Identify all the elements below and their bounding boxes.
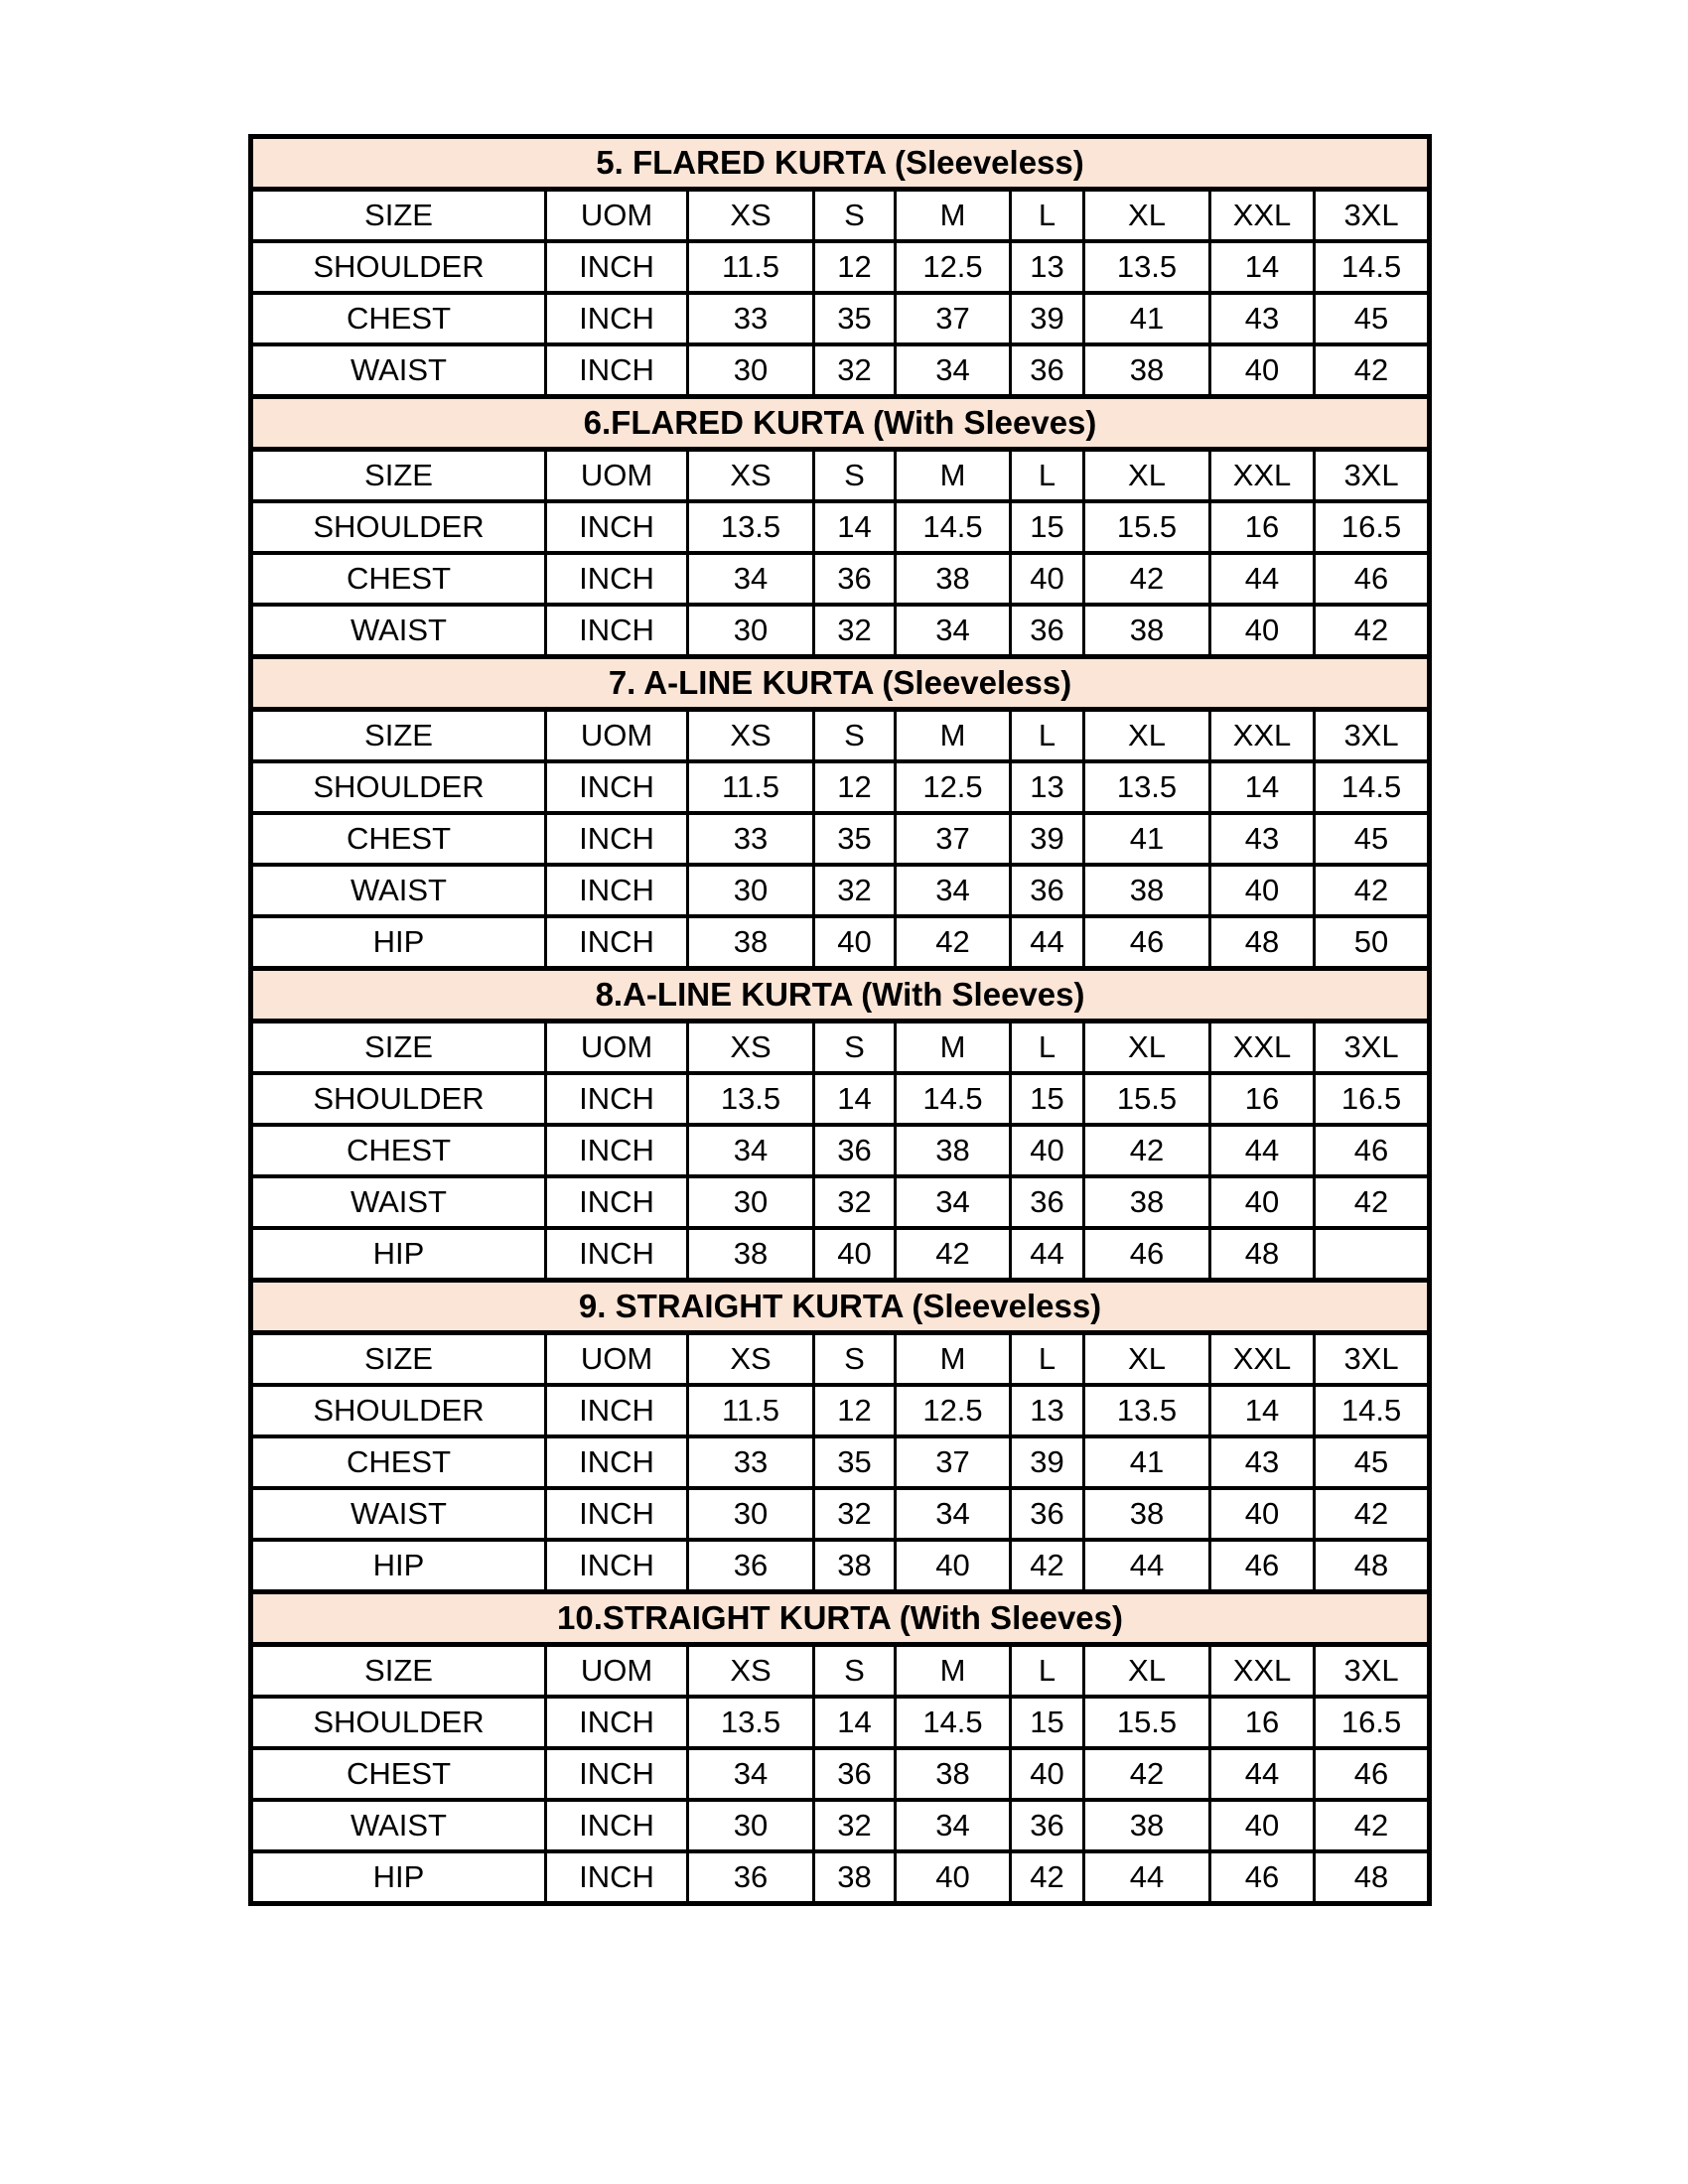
- section-title: 10.STRAIGHT KURTA (With Sleeves): [251, 1592, 1430, 1645]
- column-header: XL: [1084, 190, 1210, 242]
- row-uom: INCH: [546, 605, 688, 657]
- column-header: M: [896, 710, 1011, 762]
- measurement-value: 40: [1011, 1748, 1084, 1800]
- measurement-value: 13.5: [1084, 241, 1210, 293]
- column-header: XL: [1084, 1333, 1210, 1386]
- column-header: UOM: [546, 1022, 688, 1074]
- measurement-value: 11.5: [688, 1385, 814, 1436]
- measurement-value: 16.5: [1315, 1697, 1430, 1748]
- section-title: 9. STRAIGHT KURTA (Sleeveless): [251, 1281, 1430, 1333]
- row-label: SHOULDER: [251, 1697, 546, 1748]
- column-header: SIZE: [251, 1333, 546, 1386]
- size-header-row: [251, 1022, 1430, 1074]
- measurement-row: [251, 1176, 1430, 1228]
- column-header: L: [1011, 1022, 1084, 1074]
- column-header: S: [814, 1022, 896, 1074]
- measurement-value: 35: [814, 293, 896, 344]
- measurement-value: 15: [1011, 1073, 1084, 1125]
- measurement-value: 34: [896, 344, 1011, 397]
- measurement-value: 32: [814, 865, 896, 916]
- measurement-value: 13.5: [1084, 1385, 1210, 1436]
- measurement-value: 34: [688, 1748, 814, 1800]
- measurement-value: 32: [814, 1488, 896, 1540]
- measurement-value: 36: [1011, 1488, 1084, 1540]
- measurement-value: 13.5: [688, 501, 814, 553]
- measurement-value: 14.5: [896, 1073, 1011, 1125]
- column-header: UOM: [546, 190, 688, 242]
- column-header: S: [814, 710, 896, 762]
- measurement-value: 46: [1315, 553, 1430, 605]
- measurement-value: 45: [1315, 293, 1430, 344]
- column-header: S: [814, 1333, 896, 1386]
- measurement-value: 38: [1084, 1488, 1210, 1540]
- measurement-value: 38: [1084, 865, 1210, 916]
- column-header: XL: [1084, 1022, 1210, 1074]
- measurement-value: 46: [1210, 1540, 1315, 1592]
- measurement-row: [251, 1436, 1430, 1488]
- measurement-value: 42: [896, 1228, 1011, 1281]
- column-header: S: [814, 450, 896, 502]
- size-chart-body: [251, 137, 1430, 1904]
- measurement-value: 38: [814, 1851, 896, 1904]
- measurement-value: 12.5: [896, 761, 1011, 813]
- measurement-value: 37: [896, 813, 1011, 865]
- measurement-value: 33: [688, 293, 814, 344]
- measurement-value: 44: [1084, 1851, 1210, 1904]
- measurement-value: [1315, 1228, 1430, 1281]
- row-uom: INCH: [546, 501, 688, 553]
- measurement-value: 14.5: [1315, 241, 1430, 293]
- measurement-value: 38: [896, 553, 1011, 605]
- measurement-value: 45: [1315, 813, 1430, 865]
- column-header: 3XL: [1315, 1022, 1430, 1074]
- measurement-value: 14.5: [1315, 1385, 1430, 1436]
- measurement-value: 32: [814, 605, 896, 657]
- measurement-value: 48: [1315, 1540, 1430, 1592]
- measurement-value: 48: [1315, 1851, 1430, 1904]
- measurement-value: 15.5: [1084, 501, 1210, 553]
- measurement-value: 14.5: [896, 1697, 1011, 1748]
- column-header: XS: [688, 710, 814, 762]
- column-header: UOM: [546, 450, 688, 502]
- measurement-value: 42: [1084, 1125, 1210, 1176]
- measurement-value: 44: [1210, 1748, 1315, 1800]
- row-label: SHOULDER: [251, 761, 546, 813]
- measurement-value: 42: [1315, 1176, 1430, 1228]
- measurement-row: [251, 241, 1430, 293]
- row-label: CHEST: [251, 813, 546, 865]
- measurement-value: 40: [1210, 605, 1315, 657]
- column-header: L: [1011, 450, 1084, 502]
- measurement-value: 42: [1315, 1800, 1430, 1851]
- measurement-value: 16.5: [1315, 1073, 1430, 1125]
- row-label: WAIST: [251, 1488, 546, 1540]
- measurement-row: [251, 553, 1430, 605]
- column-header: SIZE: [251, 1022, 546, 1074]
- measurement-value: 38: [688, 1228, 814, 1281]
- row-uom: INCH: [546, 1748, 688, 1800]
- measurement-value: 15: [1011, 1697, 1084, 1748]
- column-header: XXL: [1210, 190, 1315, 242]
- measurement-value: 36: [1011, 865, 1084, 916]
- row-uom: INCH: [546, 1851, 688, 1904]
- row-uom: INCH: [546, 1436, 688, 1488]
- row-uom: INCH: [546, 553, 688, 605]
- measurement-value: 36: [814, 1125, 896, 1176]
- column-header: 3XL: [1315, 1333, 1430, 1386]
- row-uom: INCH: [546, 865, 688, 916]
- row-uom: INCH: [546, 1228, 688, 1281]
- row-label: HIP: [251, 1540, 546, 1592]
- measurement-value: 42: [1011, 1851, 1084, 1904]
- row-uom: INCH: [546, 813, 688, 865]
- measurement-row: [251, 501, 1430, 553]
- measurement-row: [251, 1488, 1430, 1540]
- measurement-value: 15.5: [1084, 1697, 1210, 1748]
- row-label: HIP: [251, 1228, 546, 1281]
- measurement-value: 30: [688, 1488, 814, 1540]
- column-header: SIZE: [251, 710, 546, 762]
- column-header: SIZE: [251, 190, 546, 242]
- measurement-value: 14.5: [896, 501, 1011, 553]
- column-header: XS: [688, 1022, 814, 1074]
- measurement-value: 14: [814, 501, 896, 553]
- row-uom: INCH: [546, 1697, 688, 1748]
- measurement-value: 38: [1084, 1800, 1210, 1851]
- measurement-value: 13.5: [688, 1697, 814, 1748]
- section-title: 8.A-LINE KURTA (With Sleeves): [251, 969, 1430, 1022]
- measurement-row: [251, 916, 1430, 969]
- row-uom: INCH: [546, 916, 688, 969]
- column-header: XXL: [1210, 1022, 1315, 1074]
- row-uom: INCH: [546, 1125, 688, 1176]
- measurement-value: 43: [1210, 1436, 1315, 1488]
- section-title: 6.FLARED KURTA (With Sleeves): [251, 397, 1430, 450]
- measurement-value: 41: [1084, 1436, 1210, 1488]
- measurement-value: 30: [688, 1800, 814, 1851]
- measurement-value: 12.5: [896, 241, 1011, 293]
- measurement-value: 33: [688, 813, 814, 865]
- measurement-value: 42: [896, 916, 1011, 969]
- column-header: XXL: [1210, 450, 1315, 502]
- row-label: CHEST: [251, 1748, 546, 1800]
- measurement-value: 34: [896, 605, 1011, 657]
- measurement-row: [251, 761, 1430, 813]
- column-header: S: [814, 1645, 896, 1698]
- column-header: L: [1011, 1333, 1084, 1386]
- size-header-row: [251, 190, 1430, 242]
- section-title-row: [251, 137, 1430, 190]
- measurement-value: 34: [896, 1800, 1011, 1851]
- measurement-value: 33: [688, 1436, 814, 1488]
- column-header: XXL: [1210, 1645, 1315, 1698]
- measurement-value: 34: [896, 865, 1011, 916]
- measurement-value: 30: [688, 1176, 814, 1228]
- measurement-value: 14: [1210, 1385, 1315, 1436]
- row-label: WAIST: [251, 344, 546, 397]
- row-label: SHOULDER: [251, 1385, 546, 1436]
- measurement-value: 14: [1210, 761, 1315, 813]
- measurement-value: 14: [1210, 241, 1315, 293]
- measurement-value: 12.5: [896, 1385, 1011, 1436]
- column-header: XL: [1084, 710, 1210, 762]
- measurement-value: 34: [688, 553, 814, 605]
- column-header: XS: [688, 1645, 814, 1698]
- measurement-value: 30: [688, 344, 814, 397]
- measurement-value: 45: [1315, 1436, 1430, 1488]
- column-header: 3XL: [1315, 1645, 1430, 1698]
- measurement-value: 14.5: [1315, 761, 1430, 813]
- column-header: L: [1011, 190, 1084, 242]
- measurement-row: [251, 813, 1430, 865]
- column-header: M: [896, 1022, 1011, 1074]
- measurement-value: 35: [814, 1436, 896, 1488]
- column-header: XS: [688, 450, 814, 502]
- measurement-value: 42: [1315, 605, 1430, 657]
- measurement-row: [251, 1540, 1430, 1592]
- measurement-value: 41: [1084, 813, 1210, 865]
- column-header: M: [896, 1645, 1011, 1698]
- section-title: 5. FLARED KURTA (Sleeveless): [251, 137, 1430, 190]
- measurement-value: 13: [1011, 761, 1084, 813]
- measurement-value: 44: [1210, 553, 1315, 605]
- row-uom: INCH: [546, 1385, 688, 1436]
- measurement-value: 46: [1315, 1748, 1430, 1800]
- measurement-row: [251, 1800, 1430, 1851]
- measurement-row: [251, 1125, 1430, 1176]
- column-header: XS: [688, 190, 814, 242]
- measurement-value: 38: [1084, 344, 1210, 397]
- measurement-row: [251, 1748, 1430, 1800]
- row-uom: INCH: [546, 293, 688, 344]
- column-header: L: [1011, 1645, 1084, 1698]
- measurement-value: 30: [688, 605, 814, 657]
- measurement-value: 36: [1011, 1800, 1084, 1851]
- measurement-value: 36: [688, 1851, 814, 1904]
- measurement-value: 43: [1210, 813, 1315, 865]
- measurement-value: 15: [1011, 501, 1084, 553]
- column-header: M: [896, 190, 1011, 242]
- row-uom: INCH: [546, 241, 688, 293]
- measurement-value: 40: [814, 1228, 896, 1281]
- measurement-value: 14: [814, 1697, 896, 1748]
- measurement-row: [251, 605, 1430, 657]
- row-label: WAIST: [251, 605, 546, 657]
- column-header: SIZE: [251, 450, 546, 502]
- column-header: XL: [1084, 1645, 1210, 1698]
- measurement-value: 40: [1011, 1125, 1084, 1176]
- measurement-value: 12: [814, 1385, 896, 1436]
- row-uom: INCH: [546, 1540, 688, 1592]
- column-header: UOM: [546, 710, 688, 762]
- column-header: XL: [1084, 450, 1210, 502]
- section-title-row: [251, 1592, 1430, 1645]
- measurement-value: 44: [1210, 1125, 1315, 1176]
- column-header: UOM: [546, 1333, 688, 1386]
- measurement-value: 42: [1315, 344, 1430, 397]
- measurement-value: 42: [1084, 1748, 1210, 1800]
- measurement-value: 16: [1210, 1073, 1315, 1125]
- row-label: CHEST: [251, 553, 546, 605]
- measurement-value: 40: [1210, 1176, 1315, 1228]
- row-label: SHOULDER: [251, 1073, 546, 1125]
- size-header-row: [251, 710, 1430, 762]
- row-label: HIP: [251, 916, 546, 969]
- measurement-value: 37: [896, 1436, 1011, 1488]
- measurement-value: 11.5: [688, 241, 814, 293]
- measurement-value: 32: [814, 1176, 896, 1228]
- column-header: 3XL: [1315, 450, 1430, 502]
- column-header: S: [814, 190, 896, 242]
- measurement-value: 42: [1011, 1540, 1084, 1592]
- measurement-value: 34: [896, 1488, 1011, 1540]
- column-header: 3XL: [1315, 710, 1430, 762]
- column-header: M: [896, 1333, 1011, 1386]
- measurement-row: [251, 1697, 1430, 1748]
- column-header: 3XL: [1315, 190, 1430, 242]
- section-title-row: [251, 397, 1430, 450]
- measurement-value: 13: [1011, 1385, 1084, 1436]
- section-title: 7. A-LINE KURTA (Sleeveless): [251, 657, 1430, 710]
- column-header: XXL: [1210, 710, 1315, 762]
- measurement-value: 37: [896, 293, 1011, 344]
- measurement-value: 36: [1011, 344, 1084, 397]
- row-label: WAIST: [251, 1800, 546, 1851]
- measurement-value: 44: [1011, 916, 1084, 969]
- row-label: HIP: [251, 1851, 546, 1904]
- row-label: CHEST: [251, 1436, 546, 1488]
- measurement-row: [251, 1228, 1430, 1281]
- size-header-row: [251, 450, 1430, 502]
- measurement-value: 42: [1315, 1488, 1430, 1540]
- column-header: SIZE: [251, 1645, 546, 1698]
- measurement-value: 13.5: [688, 1073, 814, 1125]
- measurement-value: 16.5: [1315, 501, 1430, 553]
- measurement-value: 11.5: [688, 761, 814, 813]
- measurement-value: 30: [688, 865, 814, 916]
- row-label: SHOULDER: [251, 241, 546, 293]
- section-title-row: [251, 657, 1430, 710]
- measurement-value: 15.5: [1084, 1073, 1210, 1125]
- row-uom: INCH: [546, 1488, 688, 1540]
- measurement-row: [251, 1851, 1430, 1904]
- measurement-value: 14: [814, 1073, 896, 1125]
- measurement-value: 38: [1084, 1176, 1210, 1228]
- row-label: SHOULDER: [251, 501, 546, 553]
- size-header-row: [251, 1645, 1430, 1698]
- row-uom: INCH: [546, 1800, 688, 1851]
- size-header-row: [251, 1333, 1430, 1386]
- measurement-value: 40: [1011, 553, 1084, 605]
- measurement-value: 44: [1084, 1540, 1210, 1592]
- measurement-value: 40: [896, 1540, 1011, 1592]
- measurement-value: 40: [1210, 1800, 1315, 1851]
- measurement-value: 48: [1210, 1228, 1315, 1281]
- measurement-value: 36: [688, 1540, 814, 1592]
- row-uom: INCH: [546, 761, 688, 813]
- row-uom: INCH: [546, 1176, 688, 1228]
- measurement-value: 12: [814, 761, 896, 813]
- measurement-value: 46: [1315, 1125, 1430, 1176]
- measurement-row: [251, 1073, 1430, 1125]
- measurement-value: 36: [814, 553, 896, 605]
- column-header: XXL: [1210, 1333, 1315, 1386]
- measurement-value: 42: [1084, 553, 1210, 605]
- row-label: CHEST: [251, 1125, 546, 1176]
- column-header: L: [1011, 710, 1084, 762]
- measurement-value: 39: [1011, 293, 1084, 344]
- measurement-value: 46: [1210, 1851, 1315, 1904]
- row-label: CHEST: [251, 293, 546, 344]
- row-label: WAIST: [251, 1176, 546, 1228]
- row-uom: INCH: [546, 344, 688, 397]
- measurement-value: 42: [1315, 865, 1430, 916]
- column-header: XS: [688, 1333, 814, 1386]
- measurement-value: 43: [1210, 293, 1315, 344]
- measurement-value: 40: [1210, 344, 1315, 397]
- measurement-value: 38: [896, 1125, 1011, 1176]
- measurement-value: 50: [1315, 916, 1430, 969]
- measurement-value: 34: [688, 1125, 814, 1176]
- row-uom: INCH: [546, 1073, 688, 1125]
- measurement-value: 36: [1011, 1176, 1084, 1228]
- measurement-value: 32: [814, 1800, 896, 1851]
- measurement-row: [251, 865, 1430, 916]
- column-header: M: [896, 450, 1011, 502]
- measurement-value: 32: [814, 344, 896, 397]
- measurement-value: 38: [1084, 605, 1210, 657]
- measurement-row: [251, 344, 1430, 397]
- measurement-value: 40: [896, 1851, 1011, 1904]
- measurement-value: 35: [814, 813, 896, 865]
- measurement-value: 41: [1084, 293, 1210, 344]
- measurement-value: 46: [1084, 1228, 1210, 1281]
- measurement-value: 38: [814, 1540, 896, 1592]
- measurement-value: 44: [1011, 1228, 1084, 1281]
- measurement-value: 13: [1011, 241, 1084, 293]
- measurement-value: 38: [688, 916, 814, 969]
- measurement-value: 12: [814, 241, 896, 293]
- measurement-value: 36: [814, 1748, 896, 1800]
- measurement-value: 40: [814, 916, 896, 969]
- measurement-value: 46: [1084, 916, 1210, 969]
- measurement-value: 39: [1011, 813, 1084, 865]
- row-label: WAIST: [251, 865, 546, 916]
- measurement-value: 40: [1210, 1488, 1315, 1540]
- measurement-value: 34: [896, 1176, 1011, 1228]
- section-title-row: [251, 969, 1430, 1022]
- measurement-value: 16: [1210, 1697, 1315, 1748]
- measurement-value: 48: [1210, 916, 1315, 969]
- column-header: UOM: [546, 1645, 688, 1698]
- measurement-value: 39: [1011, 1436, 1084, 1488]
- measurement-value: 40: [1210, 865, 1315, 916]
- measurement-value: 36: [1011, 605, 1084, 657]
- section-title-row: [251, 1281, 1430, 1333]
- size-chart-table: [248, 134, 1432, 1906]
- measurement-value: 16: [1210, 501, 1315, 553]
- measurement-row: [251, 1385, 1430, 1436]
- measurement-row: [251, 293, 1430, 344]
- measurement-value: 38: [896, 1748, 1011, 1800]
- measurement-value: 13.5: [1084, 761, 1210, 813]
